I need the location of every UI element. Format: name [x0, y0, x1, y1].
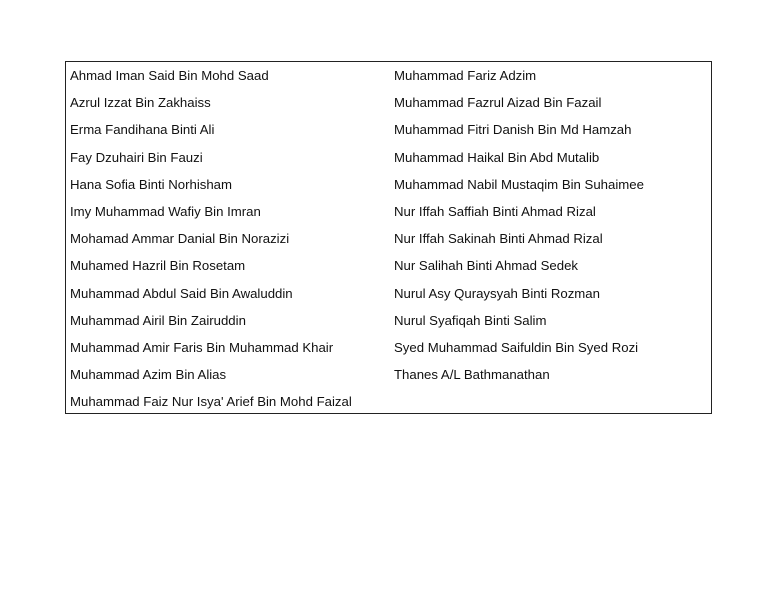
name-entry: Nur Iffah Sakinah Binti Ahmad Rizal: [394, 231, 603, 247]
name-entry: Nurul Syafiqah Binti Salim: [394, 312, 547, 328]
name-entry: Muhammad Fariz Adzim: [394, 68, 537, 83]
name-list-box: [65, 61, 712, 414]
name-entry: Muhammad Azim Bin Alias: [70, 367, 227, 383]
name-entry: Ahmad Iman Said Bin Mohd Saad: [70, 68, 269, 83]
name-entry: Muhamed Hazril Bin Rosetam: [70, 258, 246, 274]
name-entry: Muhammad Abdul Said Bin Awaluddin: [70, 285, 293, 301]
name-entry: Muhammad Nabil Mustaqim Bin Suhaimee: [394, 176, 644, 192]
name-entry: Erma Fandihana Binti Ali: [70, 122, 215, 138]
name-entry: Muhammad Faiz Nur Isya' Arief Bin Mohd Faizal: [70, 394, 352, 410]
name-entry: Muhammad Fitri Danish Bin Md Hamzah: [394, 122, 632, 138]
name-entry: Syed Muhammad Saifuldin Bin Syed Rozi: [394, 339, 639, 355]
name-entry: Nur Iffah Saffiah Binti Ahmad Rizal: [394, 203, 596, 219]
name-entry: Nurul Asy Quraysyah Binti Rozman: [394, 285, 600, 301]
name-entry: Fay Dzuhairi Bin Fauzi: [70, 149, 203, 165]
name-entry: Imy Muhammad Wafiy Bin Imran: [70, 203, 261, 219]
name-column-right: [394, 62, 710, 392]
name-entry: Thanes A/L Bathmanathan: [394, 367, 550, 383]
name-entry: Muhammad Airil Bin Zairuddin: [70, 312, 246, 328]
name-column-left: [70, 62, 388, 419]
name-entry: Muhammad Fazrul Aizad Bin Fazail: [394, 95, 602, 111]
name-entry: Mohamad Ammar Danial Bin Norazizi: [70, 231, 290, 247]
name-entry: Nur Salihah Binti Ahmad Sedek: [394, 258, 578, 274]
name-entry: Hana Sofia Binti Norhisham: [70, 176, 232, 192]
name-entry: Azrul Izzat Bin Zakhaiss: [70, 95, 211, 111]
name-entry: Muhammad Haikal Bin Abd Mutalib: [394, 149, 600, 165]
name-entry: Muhammad Amir Faris Bin Muhammad Khair: [70, 339, 334, 355]
